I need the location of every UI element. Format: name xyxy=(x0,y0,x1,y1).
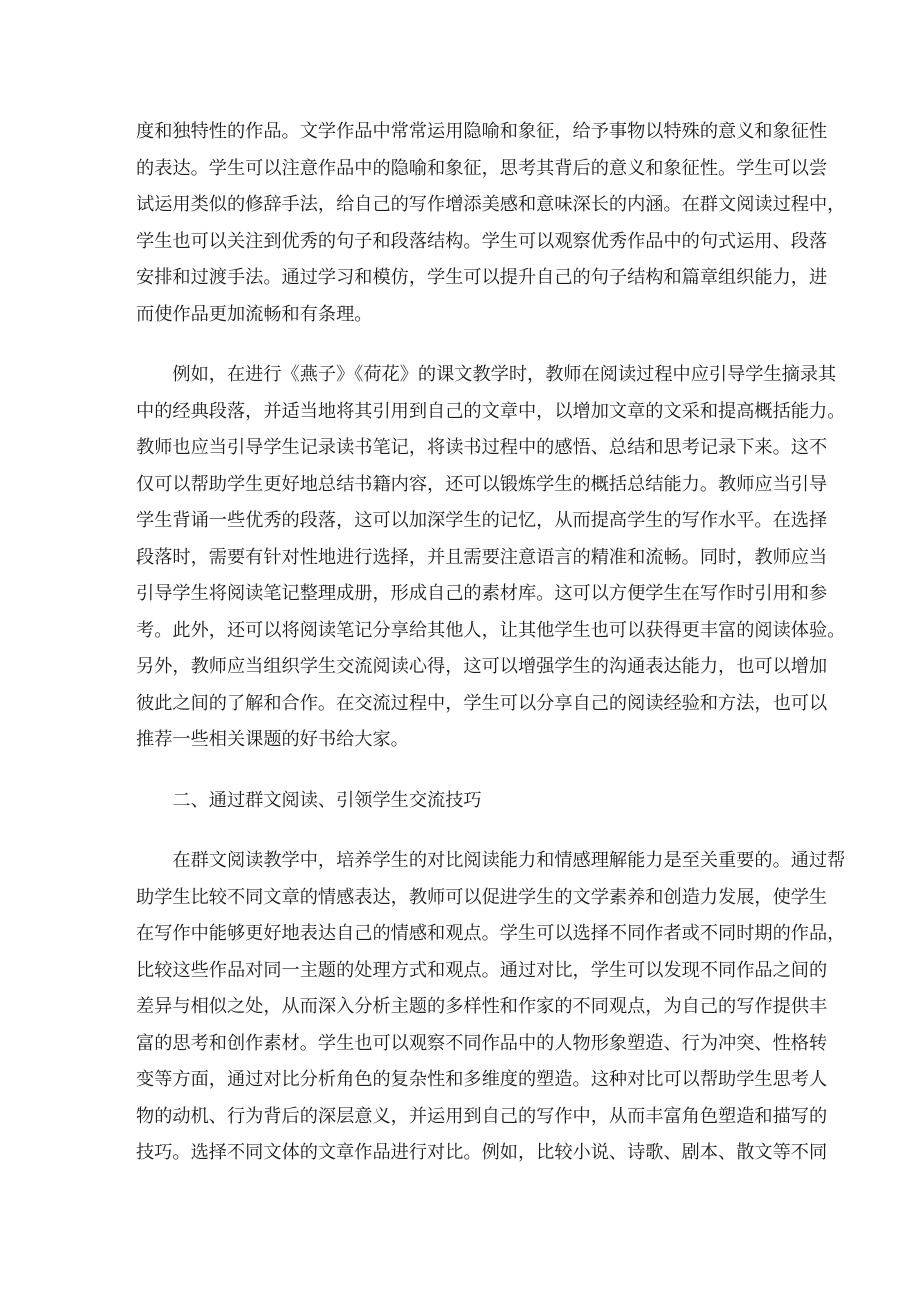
text-line: 引导学生将阅读笔记整理成册，形成自己的素材库。这可以方便学生在写作时引用和参 xyxy=(136,583,828,604)
paragraph-section-body xyxy=(136,843,846,1172)
text-line: 变等方面，通过对比分析角色的复杂性和多维度的塑造。这种对比可以帮助学生思考人 xyxy=(136,1069,828,1090)
text-line: 仅可以帮助学生更好地总结书籍内容，还可以锻炼学生的概括总结能力。教师应当引导 xyxy=(136,473,828,495)
section-heading: 二、通过群文阅读、引领学生交流技巧 xyxy=(172,789,482,811)
document-body xyxy=(136,114,846,1196)
text-line: 考。此外，还可以将阅读笔记分享给其他人，让其他学生也可以获得更丰富的阅读体验。 xyxy=(136,619,846,641)
text-line: 比较这些作品对同一主题的处理方式和观点。通过对比，学生可以发现不同作品之间的 xyxy=(136,959,828,981)
text-line: 教师也应当引导学生记录读书笔记，将读书过程中的感悟、总结和思考记录下来。这不 xyxy=(136,437,828,458)
text-line: 而使作品更加流畅和有条理。 xyxy=(136,303,373,325)
text-line: 另外，教师应当组织学生交流阅读心得，这可以增强学生的沟通表达能力，也可以增加 xyxy=(136,656,828,677)
text-line: 差异与相似之处，从而深入分析主题的多样性和作家的不同观点，为自己的写作提供丰 xyxy=(136,996,828,1017)
text-line: 学生也可以关注到优秀的句子和段落结构。学生可以观察优秀作品中的句式运用、段落 xyxy=(136,230,828,252)
text-line: 物的动机、行为背后的深层意义，并运用到自己的写作中，从而丰富角色塑造和描写的 xyxy=(136,1105,828,1127)
text-line: 技巧。选择不同文体的文章作品进行对比。例如，比较小说、诗歌、剧本、散文等不同 xyxy=(136,1142,828,1163)
text-line: 度和独特性的作品。文学作品中常常运用隐喻和象征，给予事物以特殊的意义和象征性 xyxy=(136,121,828,142)
text-line: 中的经典段落，并适当地将其引用到自己的文章中，以增加文章的文采和提高概括能力。 xyxy=(136,400,846,422)
text-line: 的表达。学生可以注意作品中的隐喻和象征，思考其背后的意义和象征性。学生可以尝 xyxy=(136,157,828,179)
text-line: 段落时，需要有针对性地进行选择，并且需要注意语言的精准和流畅。同时，教师应当 xyxy=(136,546,828,568)
text-line: 彼此之间的了解和合作。在交流过程中，学生可以分享自己的阅读经验和方法，也可以 xyxy=(136,692,828,714)
paragraph-continuation xyxy=(136,114,846,333)
text-line: 在写作中能够更好地表达自己的情感和观点。学生可以选择不同作者或不同时期的作品， xyxy=(136,923,846,944)
text-line: 试运用类似的修辞手法，给自己的写作增添美感和意味深长的内涵。在群文阅读过程中， xyxy=(136,194,846,215)
text-line: 推荐一些相关课题的好书给大家。 xyxy=(136,729,409,750)
text-line: 学生背诵一些优秀的段落，这可以加深学生的记忆，从而提高学生的写作水平。在选择 xyxy=(136,510,828,531)
text-line: 在群文阅读教学中，培养学生的对比阅读能力和情感理解能力是至关重要的。通过帮 xyxy=(172,850,846,871)
text-line: 富的思考和创作素材。学生也可以观察不同作品中的人物形象塑造、行为冲突、性格转 xyxy=(136,1032,828,1054)
text-line: 安排和过渡手法。通过学习和模仿，学生可以提升自己的句子结构和篇章组织能力，进 xyxy=(136,267,828,288)
text-line: 例如，在进行《燕子》《荷花》的课文教学时，教师在阅读过程中应引导学生摘录其 xyxy=(172,364,837,385)
paragraph-example xyxy=(136,357,846,759)
text-line: 助学生比较不同文章的情感表达，教师可以促进学生的文学素养和创造力发展，使学生 xyxy=(136,886,828,908)
